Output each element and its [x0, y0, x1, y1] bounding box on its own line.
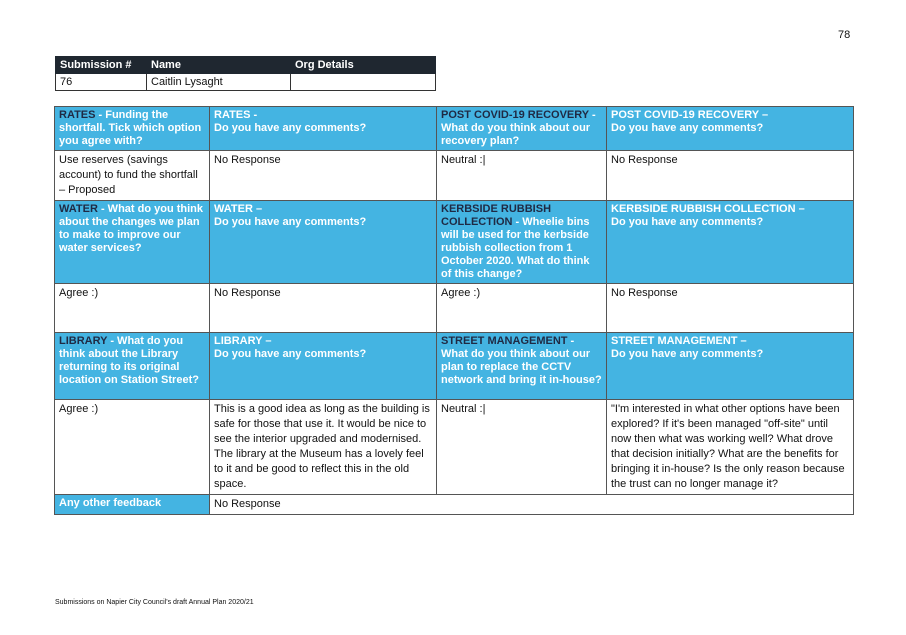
street-comment: "I'm interested in what other options have been explored? If it's been managed "off-site" until now then what was working well? What drove that decision initially? What are the benefits for bringing it in-house? Is the only reason because the trust can no longer manage it? [607, 400, 854, 495]
other-feedback-value: No Response [210, 495, 854, 515]
kerbside-comments-header: KERBSIDE RUBBISH COLLECTION – Do you have any comments? [607, 201, 854, 284]
org-details-value [291, 74, 436, 91]
page-number: 78 [838, 29, 851, 41]
responses-table [54, 106, 854, 515]
header-row [55, 107, 854, 151]
rates-comments-header: RATES - Do you have any comments? [210, 107, 437, 151]
covid-comments-header: POST COVID-19 RECOVERY – Do you have any comments? [607, 107, 854, 151]
water-answer: Agree :) [55, 284, 210, 333]
library-comments-header: LIBRARY – Do you have any comments? [210, 333, 437, 400]
water-comment: No Response [210, 284, 437, 333]
submission-number-header: Submission # [56, 57, 147, 74]
covid-comment: No Response [607, 151, 854, 201]
street-answer: Neutral :| [437, 400, 607, 495]
rates-comment: No Response [210, 151, 437, 201]
response-row [55, 400, 854, 495]
document-footer: Submissions on Napier City Council's draft Annual Plan 2020/21 [55, 599, 254, 606]
library-answer: Agree :) [55, 400, 210, 495]
rates-answer: Use reserves (savings account) to fund the shortfall – Proposed [55, 151, 210, 201]
response-row [55, 284, 854, 333]
library-question-header: LIBRARY - What do you think about the Library returning to its original location on Station Street? [55, 333, 210, 400]
kerbside-comment: No Response [607, 284, 854, 333]
header-row [55, 201, 854, 284]
water-comments-header: WATER – Do you have any comments? [210, 201, 437, 284]
rates-question-header: RATES - Funding the shortfall. Tick which option you agree with? [55, 107, 210, 151]
submission-table [55, 56, 436, 91]
library-comment: This is a good idea as long as the building is safe for those that use it. It would be nice to see the interior upgraded and modernised. The library at the Museum has a lovely feel to it and be good to reflect this in the old space. [210, 400, 437, 495]
other-feedback-label: Any other feedback [55, 495, 210, 515]
kerbside-question-header: KERBSIDE RUBBISH COLLECTION - Wheelie bins will be used for the kerbside rubbish collection from 1 October 2020. What do think of this change? [437, 201, 607, 284]
name-value: Caitlin Lysaght [147, 74, 291, 91]
header-row [55, 333, 854, 400]
other-feedback-row [55, 495, 854, 515]
street-question-header: STREET MANAGEMENT - What do you think about our plan to replace the CCTV network and bring it in-house? [437, 333, 607, 400]
covid-question-header: POST COVID-19 RECOVERY - What do you think about our recovery plan? [437, 107, 607, 151]
response-row [55, 151, 854, 201]
water-question-header: WATER - What do you think about the changes we plan to make to improve our water services? [55, 201, 210, 284]
covid-answer: Neutral :| [437, 151, 607, 201]
kerbside-answer: Agree :) [437, 284, 607, 333]
submission-number-value: 76 [56, 74, 147, 91]
org-details-header: Org Details [291, 57, 436, 74]
name-header: Name [147, 57, 291, 74]
street-comments-header: STREET MANAGEMENT – Do you have any comments? [607, 333, 854, 400]
